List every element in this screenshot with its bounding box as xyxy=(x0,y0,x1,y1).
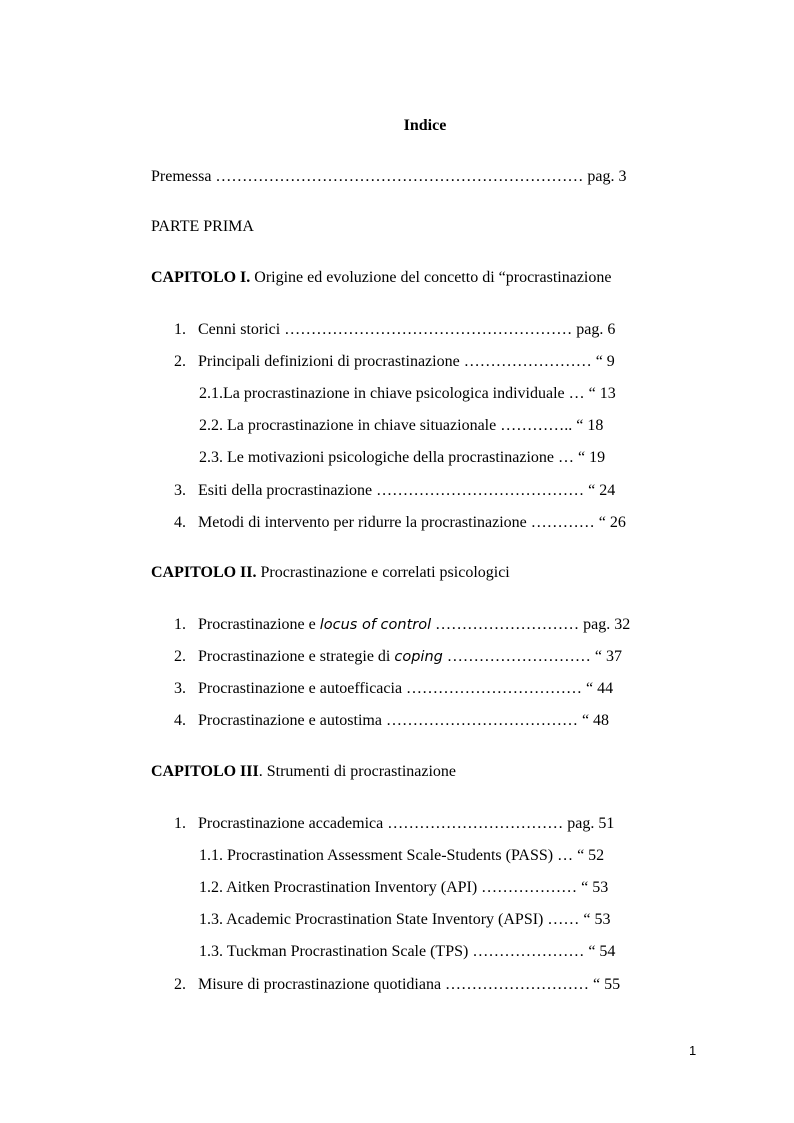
chapter-3-heading xyxy=(151,762,456,782)
toc-item-number: 2. xyxy=(174,648,186,665)
toc-item xyxy=(174,615,630,635)
toc-item-italic: locus of control xyxy=(319,617,432,633)
toc-item xyxy=(174,679,613,699)
toc-item-italic: coping xyxy=(394,649,443,665)
toc-item xyxy=(174,647,622,667)
toc-item-text: Principali definizioni di procrastinazione …………………… “ 9 xyxy=(198,353,615,370)
toc-item-text: Procrastinazione e xyxy=(198,616,320,633)
part-heading: PARTE PRIMA xyxy=(151,218,254,235)
chapter-1-label: CAPITOLO I. xyxy=(151,269,251,286)
toc-item xyxy=(174,711,609,731)
toc-item-number: 4. xyxy=(174,712,186,729)
toc-item xyxy=(174,814,614,834)
toc-premessa: Premessa …………………………………………………………… pag. 3 xyxy=(151,168,627,185)
toc-item-page: ……………………… pag. 32 xyxy=(431,616,631,633)
toc-item-text: Esiti della procrastinazione ………………………………… “ 24 xyxy=(198,482,616,499)
toc-item xyxy=(174,352,615,372)
chapter-2-title: Procrastinazione e correlati psicologici xyxy=(256,564,510,581)
toc-item-text: Procrastinazione e strategie di xyxy=(198,648,395,665)
toc-subitem: 1.3. Academic Procrastination State Inventory (APSI) …… “ 53 xyxy=(199,911,611,928)
toc-item-text: Procrastinazione e autoefficacia …………………………… “ 44 xyxy=(198,680,614,697)
toc-item-number: 2. xyxy=(174,353,186,370)
toc-item-text: Cenni storici ……………………………………………… pag. 6 xyxy=(198,321,616,338)
toc-subitem: 2.2. La procrastinazione in chiave situazionale ………….. “ 18 xyxy=(199,417,604,434)
chapter-1-heading xyxy=(151,268,611,288)
toc-subitem: 2.1.La procrastinazione in chiave psicologica individuale … “ 13 xyxy=(199,385,616,402)
toc-item-number: 1. xyxy=(174,616,186,633)
chapter-1-title: Origine ed evoluzione del concetto di “procrastinazione xyxy=(250,269,612,286)
toc-item-number: 1. xyxy=(174,815,186,832)
toc-item-number: 1. xyxy=(174,321,186,338)
chapter-2-heading xyxy=(151,563,510,583)
toc-subitem: 2.3. Le motivazioni psicologiche della procrastinazione … “ 19 xyxy=(199,449,606,466)
toc-item-text: Procrastinazione accademica …………………………… pag. 51 xyxy=(198,815,615,832)
chapter-3-title: . Strumenti di procrastinazione xyxy=(258,763,457,780)
toc-item-text: Metodi di intervento per ridurre la procrastinazione ………… “ 26 xyxy=(198,514,626,531)
toc-item xyxy=(174,513,626,533)
page-title: Indice xyxy=(403,117,447,134)
toc-item-number: 3. xyxy=(174,680,186,697)
toc-item-text: Misure di procrastinazione quotidiana ……………………… “ 55 xyxy=(198,976,621,993)
toc-item-number: 4. xyxy=(174,514,186,531)
toc-item-number: 3. xyxy=(174,482,186,499)
page-number: 1 xyxy=(689,1043,697,1058)
toc-item xyxy=(174,975,620,995)
toc-subitem: 1.1. Procrastination Assessment Scale-Students (PASS) … “ 52 xyxy=(199,847,605,864)
toc-item-text: Procrastinazione e autostima ……………………………… “ 48 xyxy=(198,712,610,729)
chapter-3-label: CAPITOLO III xyxy=(151,763,259,780)
toc-item-page: ……………………… “ 37 xyxy=(442,648,622,665)
toc-subitem: 1.2. Aitken Procrastination Inventory (API) ……………… “ 53 xyxy=(199,879,609,896)
toc-item-number: 2. xyxy=(174,976,186,993)
toc-subitem: 1.3. Tuckman Procrastination Scale (TPS) ………………… “ 54 xyxy=(199,943,616,960)
chapter-2-label: CAPITOLO II. xyxy=(151,564,257,581)
toc-item xyxy=(174,320,615,340)
toc-item xyxy=(174,481,615,501)
